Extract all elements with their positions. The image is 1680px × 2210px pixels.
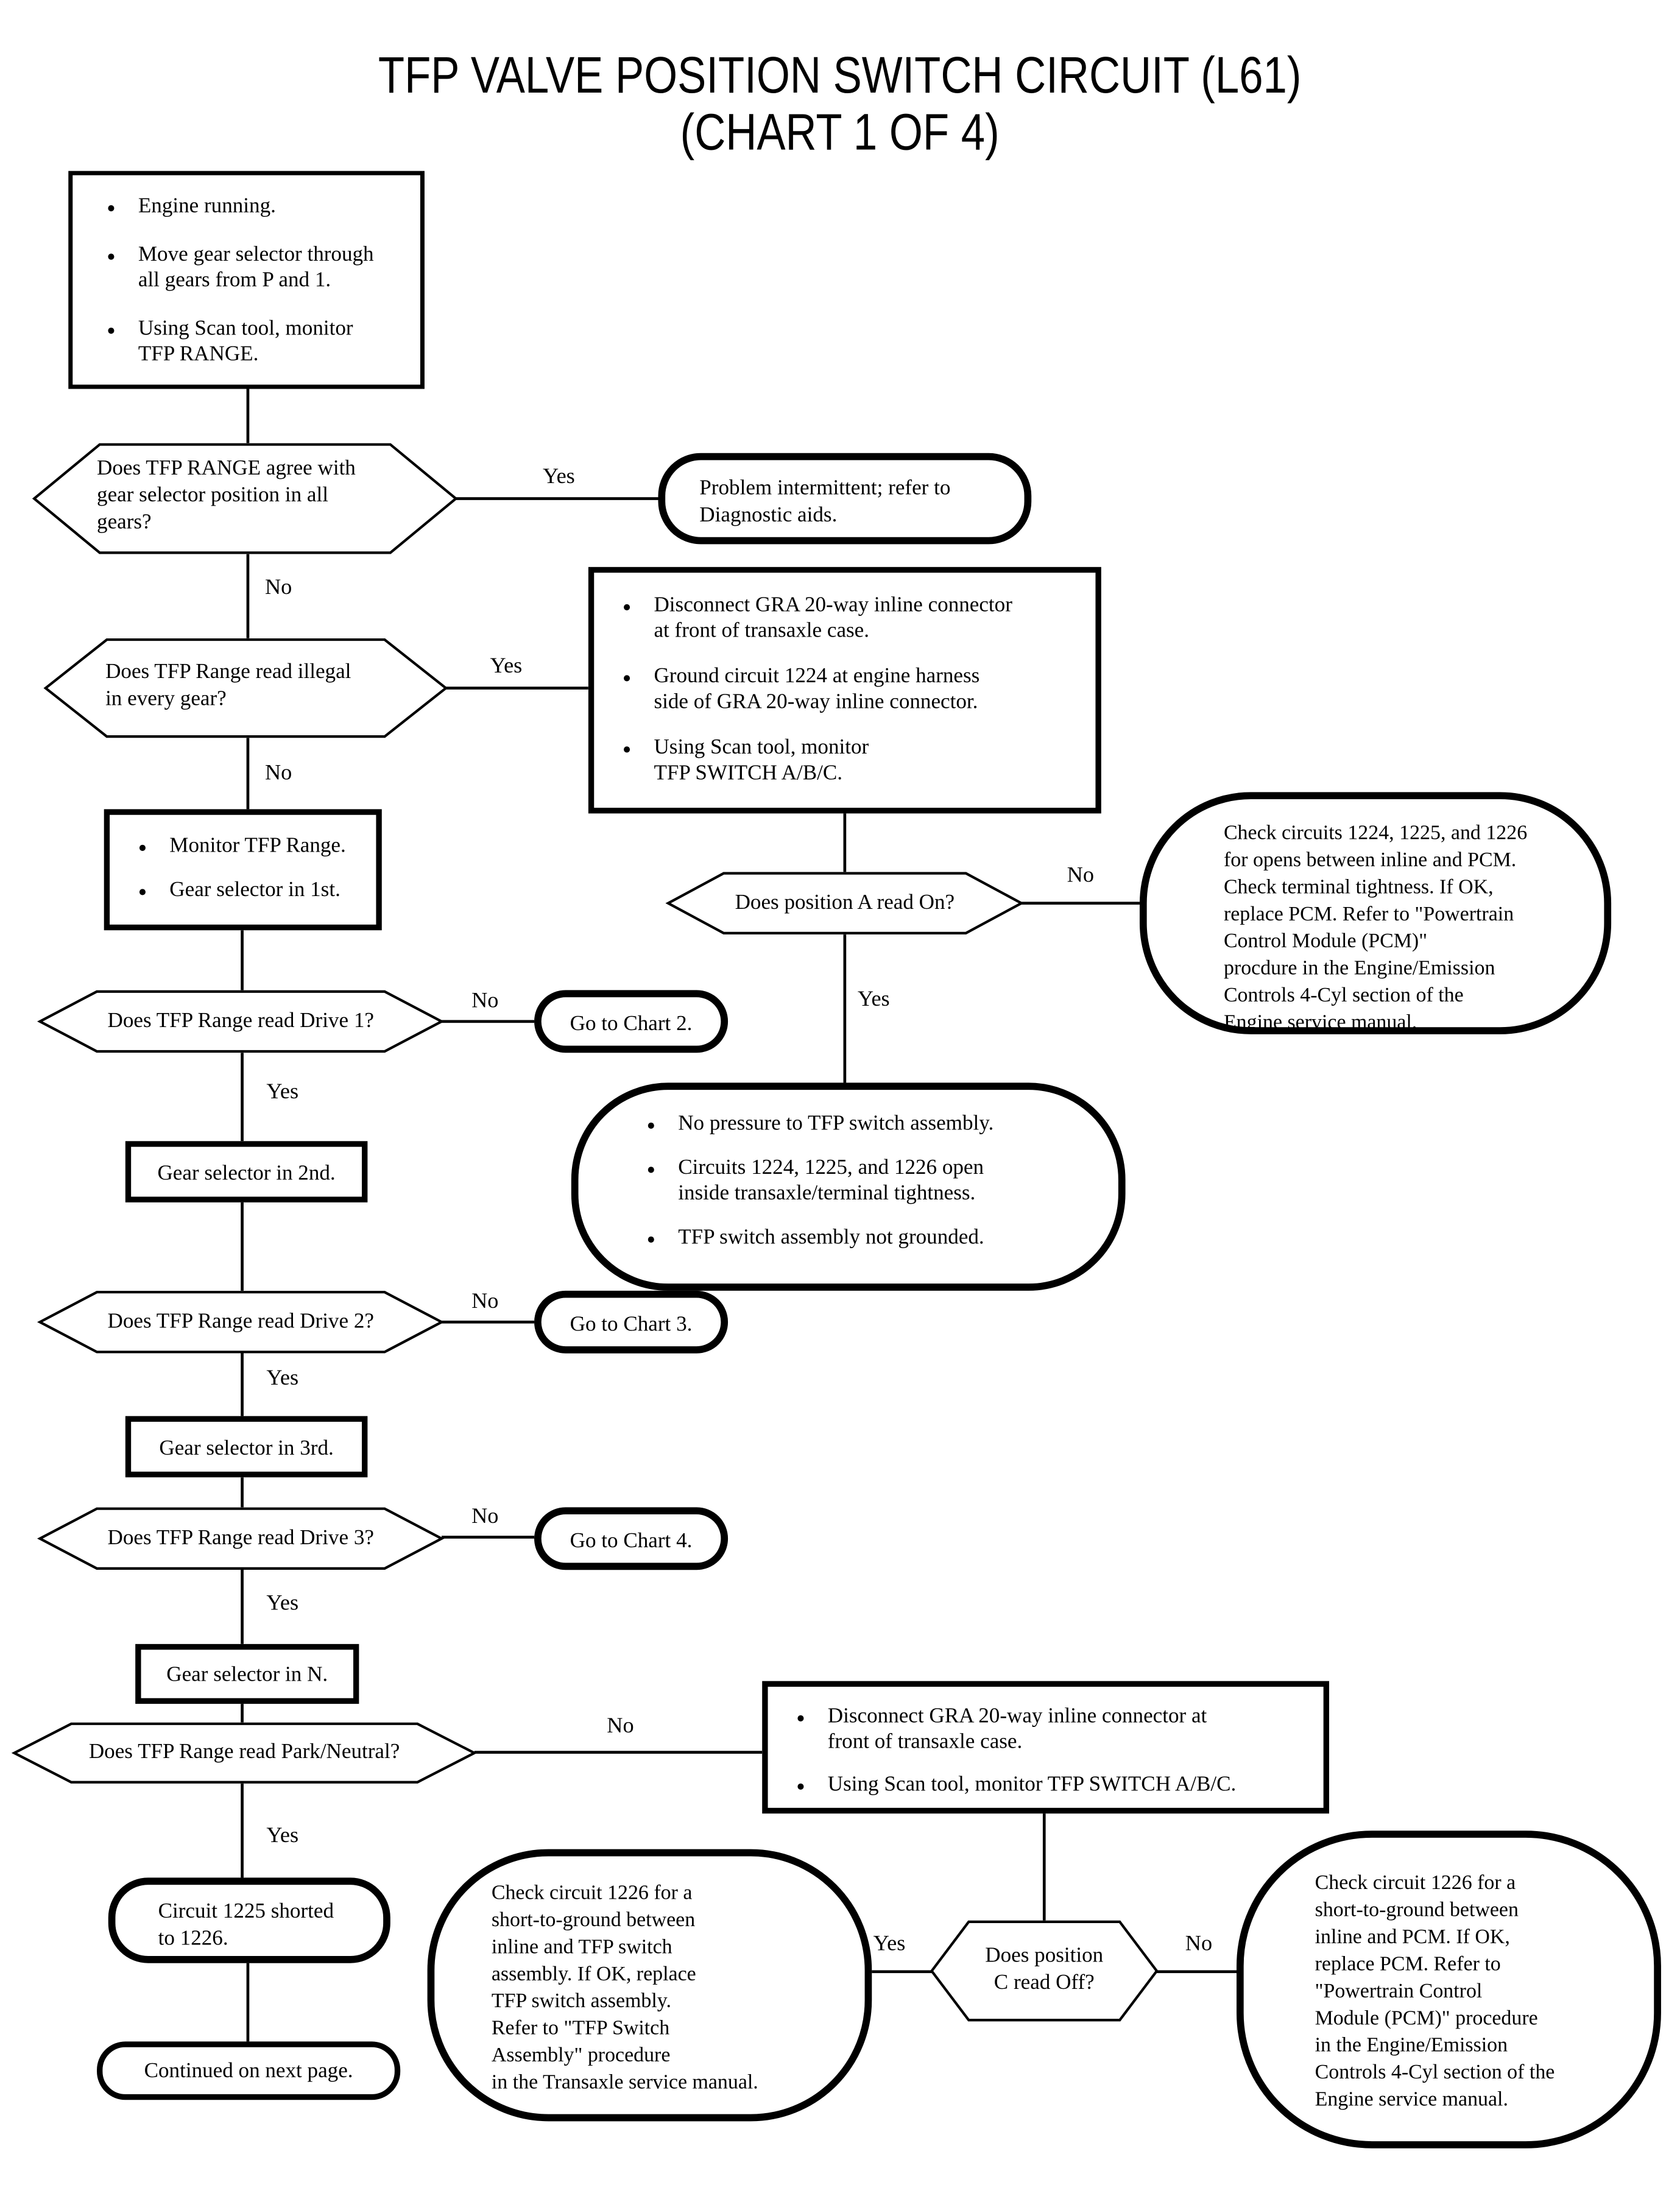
connector-posa-no [1022,902,1140,905]
bullet-icon: ● [623,599,632,616]
connector-parkneutral-no [475,1751,762,1754]
start-bullet-text: Using Scan tool, monitor [138,317,353,341]
bullet-icon: ● [646,1162,655,1179]
page-title: TFP VALVE POSITION SWITCH CIRCUIT (L61) [378,45,1302,104]
bullet-icon: ● [796,1779,805,1795]
decision-text: Does TFP Range read Park/Neutral? [88,1740,400,1764]
decision-text: Does TFP Range read Drive 2? [107,1310,374,1334]
terminal-text: Circuit 1225 shorted [158,1900,334,1924]
decision-text: Does TFP Range read Drive 3? [107,1527,374,1550]
terminal-no-pressure: ● No pressure to TFP switch assembly. ● Circuits 1224, 1225, and 1226 open inside transaxle/terminal tightness. ● TFP switch assembly not grounded. [571,1082,1126,1290]
label-yes-agree: Yes [543,464,575,489]
action-bullet-text: Disconnect GRA 20-way inline connector [654,594,1012,617]
label-no-drive2: No [471,1289,499,1314]
label-yes-posc: Yes [873,1932,906,1957]
terminal-circuit1225: Circuit 1225 shorted to 1226. [108,1877,390,1963]
terminal-text: Problem intermittent; refer to [699,477,951,500]
connector-posa-yes [844,934,847,1082]
action-gearn [135,1644,359,1704]
bullet-icon: ● [107,200,116,217]
bullet-icon: ● [107,323,116,339]
decision-tfp-range-illegal: Does TFP Range read illegal in every gear? [46,638,446,738]
terminal-bullet-text: TFP switch assembly not grounded. [678,1226,984,1250]
terminal-check-pcm: Check circuit 1226 for a short-to-ground between inline and PCM. If OK, replace PCM. Refer to "Powertrain Control Module (PCM)" procedure in the Engine/Emission Controls 4-Cyl section of the Engine service manual. [1237,1830,1661,2148]
terminal-check-switch: Check circuit 1226 for a short-to-ground between inline and TFP switch assembly. If OK, replace TFP switch assembly. Refer to "TFP Switch Assembly" procedure in the Transaxle service manual. [428,1849,872,2122]
connector-parkneutral-yes [241,1784,244,1877]
decision-drive3 [40,1507,442,1570]
action-bullet-text: Using Scan tool, monitor [654,736,869,760]
label-yes-parkneutral: Yes [266,1823,299,1848]
connector-grabox2-posc [1043,1812,1046,1921]
connector-drive1-yes [241,1053,244,1141]
decision-tfp-range-agree: Does TFP RANGE agree with gear selector position in all gears? [34,443,456,554]
terminal-check-opens: Check circuits 1224, 1225, and 1226 for opens between inline and PCM. Check terminal tightness. If OK, replace PCM. Refer to "Powertrain Control Module (PCM)" procdure in the Engine/Emission Controls 4-Cyl section of the Engine service manual. [1140,792,1611,1034]
connector-agree-no [247,554,250,638]
decision-text: Does position [985,1944,1104,1968]
terminal-continued [97,2041,400,2100]
decision-position-c: Does position C read Off? [932,1921,1157,2022]
label-no-parkneutral: No [607,1714,634,1739]
action-monitor-tfp [104,809,382,930]
page-subtitle: (CHART 1 OF 4) [680,102,1000,161]
terminal-problem-intermittent: Problem intermittent; refer to Diagnostic aids. [658,453,1031,545]
terminal-text: Go to Chart 3. [570,1313,693,1336]
label-yes-posa: Yes [857,987,890,1012]
bullet-icon: ● [646,1232,655,1248]
connector-grabox-posa [844,813,847,872]
decision-position-a [668,872,1022,934]
action-bullet-text: Monitor TFP Range. [169,835,346,858]
terminal-goto-chart2 [534,990,728,1053]
connector-drive3-no [442,1536,534,1539]
decision-drive2 [40,1291,442,1354]
action-gear2 [125,1141,368,1202]
terminal-text: Check circuit 1226 for a [491,1882,693,1905]
connector-gear2-drive2 [241,1202,244,1291]
decision-text: Does TFP RANGE agree with [97,457,356,481]
decision-drive1 [40,990,442,1053]
start-bullet-text: Engine running. [138,195,276,218]
action-text: Gear selector in 3rd. [159,1437,334,1461]
decision-text: Does TFP Range read illegal [105,661,351,684]
connector-gear3-drive3 [241,1477,244,1507]
connector-posc-no [1157,1970,1237,1973]
action-bullet-text: Ground circuit 1224 at engine harness [654,665,980,688]
label-no-drive3: No [471,1504,499,1529]
action-text: Gear selector in 2nd. [157,1162,336,1185]
action-gra-disconnect2: ● Disconnect GRA 20-way inline connector at front of transaxle case. ● Using Scan tool, monitor TFP SWITCH A/B/C. [762,1681,1329,1813]
connector-agree-yes [456,497,658,500]
connector-illegal-yes [446,687,588,690]
action-text: Gear selector in N. [166,1664,328,1687]
bullet-icon: ● [107,249,116,265]
terminal-text: Check circuit 1226 for a [1315,1872,1516,1895]
connector-illegal-no [247,738,250,809]
start-node: ● Engine running. ● Move gear selector through all gears from P and 1. ● Using Scan tool, monitor TFP RANGE. [68,171,425,389]
connector-drive2-no [442,1321,534,1324]
label-yes-drive1: Yes [266,1079,299,1104]
terminal-text: Check circuits 1224, 1225, and 1226 [1223,822,1528,845]
terminal-text: Go to Chart 2. [570,1012,693,1036]
label-no-posa: No [1067,863,1095,888]
bullet-icon: ● [623,742,632,758]
connector-drive1-no [442,1020,534,1023]
label-no-posc: No [1185,1932,1213,1957]
label-no-agree: No [264,575,292,600]
terminal-bullet-text: Circuits 1224, 1225, and 1226 open [678,1157,984,1180]
label-yes-drive3: Yes [266,1591,299,1616]
terminal-goto-chart4 [534,1507,728,1570]
start-bullet-text: Move gear selector through [138,243,374,267]
connector-circuit1225-continued [247,1963,250,2042]
bullet-icon: ● [623,671,632,687]
action-gear3 [125,1416,368,1478]
terminal-text: Go to Chart 4. [570,1530,693,1553]
bullet-icon: ● [138,884,147,901]
label-no-drive1: No [471,989,499,1013]
terminal-bullet-text: No pressure to TFP switch assembly. [678,1112,994,1135]
connector-drive3-yes [241,1569,244,1644]
bullet-icon: ● [138,840,147,856]
label-yes-illegal: Yes [490,654,523,679]
bullet-icon: ● [796,1710,805,1727]
terminal-goto-chart3 [534,1291,728,1354]
decision-parkneutral [14,1722,474,1784]
action-bullet-text: Disconnect GRA 20-way inline connector at [827,1705,1207,1728]
connector-monitor-drive1 [241,930,244,990]
label-yes-drive2: Yes [266,1366,299,1391]
action-bullet-text: Gear selector in 1st. [169,878,341,902]
action-bullet-text: Using Scan tool, monitor TFP SWITCH A/B/C. [827,1773,1237,1797]
terminal-text: Continued on next page. [144,2060,353,2083]
action-gra-disconnect: ● Disconnect GRA 20-way inline connector at front of transaxle case. ● Ground circuit 1224 at engine harness side of GRA 20-way inline connector. ● Using Scan tool, monitor TFP SWITCH A/B/C. [588,567,1101,814]
connector-drive2-yes [241,1352,244,1416]
connector-start-agree [247,389,250,443]
bullet-icon: ● [646,1118,655,1134]
connector-posc-yes [872,1970,931,1973]
label-no-illegal: No [264,760,292,785]
decision-text: Does TFP Range read Drive 1? [107,1010,374,1033]
decision-text: Does position A read On? [735,892,955,915]
connector-gearn-parkneutral [241,1704,244,1722]
